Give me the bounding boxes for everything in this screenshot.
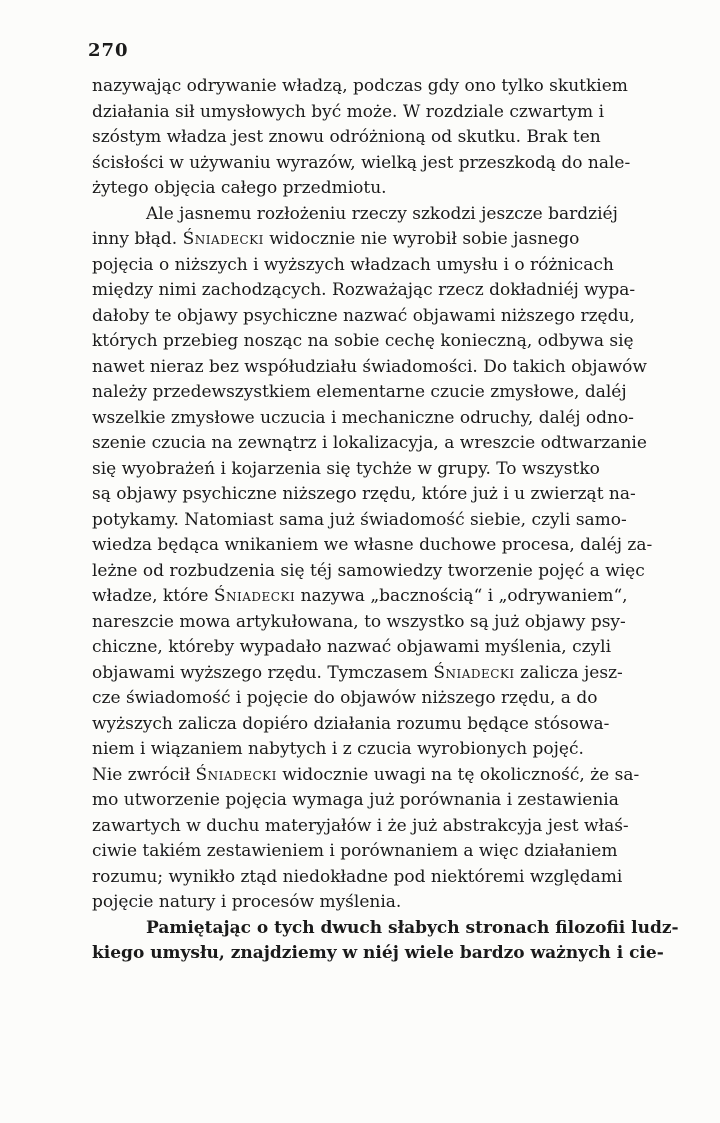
paragraph-1: [92, 74, 652, 202]
line-end: zalicza jesz-: [514, 662, 623, 683]
text-line: się wyobrażeń i kojarzenia się tychże w grupy. To wszystko: [92, 458, 600, 479]
text-line: Pamiętając o tych dwuch słabych stronach filozofii ludz-: [146, 917, 679, 938]
text-line: [92, 584, 652, 610]
author-name: Śniadecki: [195, 764, 277, 785]
text-line: żytego objęcia całego przedmiotu.: [92, 178, 387, 198]
text-line: są objawy psychiczne niższego rzędu, które już i u zwierząt na-: [92, 484, 636, 504]
text-line: nazywając odrywanie władzą, podczas gdy ono tylko skutkiem: [92, 76, 628, 96]
text-line: między nimi zachodzących. Rozważając rzecz dokładniéj wypa-: [92, 280, 636, 300]
line-end: nazywa „bacznością“ i „odrywaniem“,: [295, 586, 628, 606]
text-line: wyższych zalicza dopiéro działania rozumu będące stósowa-: [92, 713, 610, 734]
text-line: chiczne, któreby wypadało nazwać objawami myślenia, czyli: [92, 637, 612, 657]
text-line: Ale jasnemu rozłożeniu rzeczy szkodzi jeszcze bardziéj: [146, 203, 618, 224]
page-number: 270: [88, 40, 129, 61]
text-line: wiedza będąca wnikaniem we własne duchowe procesa, daléj za-: [92, 535, 653, 555]
author-name: Śniadecki: [182, 229, 264, 249]
text-line: mo utworzenie pojęcia wymaga już porównania i zestawienia: [92, 790, 619, 810]
text-line: kiego umysłu, znajdziemy w niéj wiele bardzo ważnych i cie-: [92, 943, 664, 963]
line-start: władze, które: [92, 586, 214, 606]
text-line: nareszcie mowa artykułowana, to wszystko są już objawy psy-: [92, 611, 626, 632]
body-text: [92, 74, 679, 967]
text-line: należy przedewszystkiem elementarne czucie zmysłowe, daléj: [92, 382, 627, 402]
text-line: [92, 227, 652, 253]
text-line: nawet nieraz bez współudziału świadomości. Do takich objawów: [92, 356, 647, 377]
text-line: dałoby te objawy psychiczne nazwać objawami niższego rzędu,: [92, 305, 635, 326]
line-start: Nie zwrócił: [92, 764, 196, 785]
line-start: objawami wyższego rzędu. Tymczasem: [92, 662, 434, 683]
text-line: cze świadomość i pojęcie do objawów niższego rzędu, a do: [92, 688, 598, 708]
text-line: pojęcie natury i procesów myślenia.: [92, 892, 402, 912]
text-line: potykamy. Natomiast sama już świadomość siebie, czyli samo-: [92, 509, 627, 530]
text-line: ciwie takiém zestawieniem i porównaniem a więc działaniem: [92, 841, 618, 861]
line-end: widocznie nie wyrobił sobie jasnego: [263, 229, 580, 249]
text-line: [92, 661, 652, 687]
text-line: działania sił umysłowych być może. W rozdziale czwartym i: [92, 101, 605, 122]
text-line: rozumu; wynikło ztąd niedokładne pod niektóremi względami: [92, 866, 623, 887]
author-name: Śniadecki: [213, 586, 296, 606]
text-line: leżne od rozbudzenia się téj samowiedzy tworzenie pojęć a więc: [92, 560, 645, 581]
paragraph-3: [92, 916, 679, 967]
line-start: inny błąd.: [92, 229, 183, 249]
text-line: zawartych w duchu materyjałów i że już abstrakcyja jest właś-: [92, 815, 629, 836]
line-end: widocznie uwagi na tę okoliczność, że sa-: [276, 764, 640, 785]
text-line: wszelkie zmysłowe uczucia i mechaniczne odruchy, daléj odno-: [92, 407, 634, 428]
text-line: pojęcia o niższych i wyższych władzach umysłu i o różnicach: [92, 254, 614, 275]
text-line: ścisłości w używaniu wyrazów, wielką jest przeszkodą do nale-: [92, 152, 631, 173]
text-line: szóstym władza jest znowu odróżnioną od skutku. Brak ten: [92, 127, 601, 147]
text-line: których przebieg nosząc na sobie cechę konieczną, odbywa się: [92, 331, 634, 351]
paragraph-2: [92, 202, 652, 916]
text-line: szenie czucia na zewnątrz i lokalizacyja, a wreszcie odtwarzanie: [92, 433, 647, 453]
text-line: [92, 763, 652, 789]
author-name: Śniadecki: [433, 662, 515, 683]
text-line: niem i wiązaniem nabytych i z czucia wyrobionych pojęć.: [92, 739, 584, 759]
